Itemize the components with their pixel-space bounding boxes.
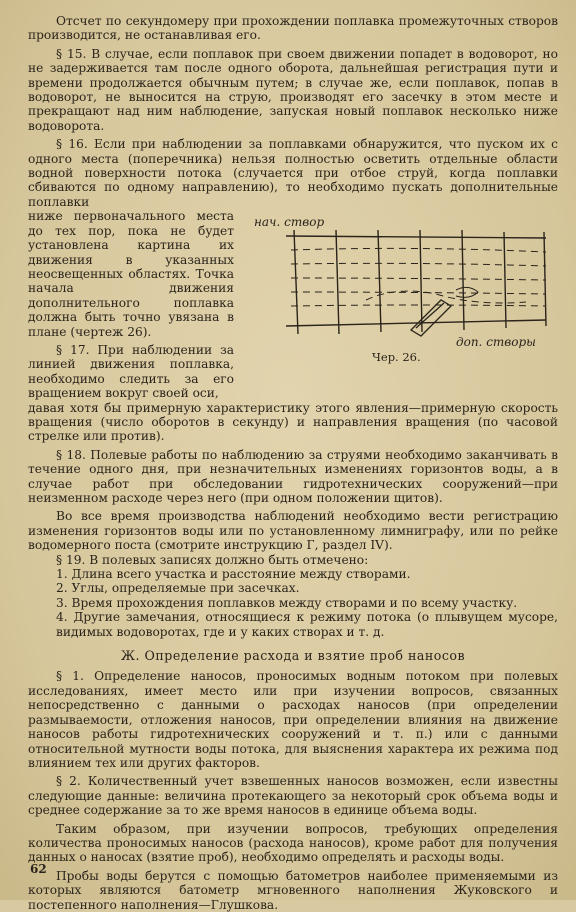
text-block-top [28, 14, 558, 912]
paragraph-15: § 15. В случае, если поплавок при своем движении попадет в водоворот, но не задерживается там после одного оборота, дальнейшая регистрация пути и времени продолжается обычным путем; в случае же, если поплавок, попав в водоворот, не выносится на струю, производят его засечку в этом месте и прекращают над ним наблюдение, запуская новый поплавок несколько ниже водоворота. [28, 46, 558, 133]
paragraph-sediment-3: Таким образом, при изучении вопросов, требующих определения количества проносимых наносов (расхода наносов), кроме работ для получения данных о наносах (взятие проб), необходимо определять и расходы воды. [28, 821, 558, 865]
paragraph-sediment-1: § 1. Определение наносов, проносимых водным потоком при полевых исследованиях, имеет место или при изучении вопросов, связанных непосредственно с данными о расходах наносов (при определении размываемости, отложения наносов, при определении влияния на движение наносов работы гидротехнических сооружений и т. п.) или с данными относительной мутности воды потока, для выяснения характера их режима под влиянием тех или других факторов. [28, 669, 558, 770]
paragraph-16: § 16. Если при наблюдении за поплавками обнаружится, что пуском их с одного места (поперечника) нельзя полностью осветить отдельные области водной поверхности потока (случается при отбое струй, когда поплавки сбиваются по одному направлению), то необходимо пускать дополнительные поплавки [28, 137, 558, 209]
paragraph-17-continued: давая хотя бы примерную характеристику этого явления—примерную скорость вращения (число оборотов в секунду) и направления вращения (по часовой стрелке или против). [28, 400, 558, 444]
section-heading: Ж. Определение расхода и взятие проб наносов [120, 648, 466, 664]
float-paths [291, 248, 546, 306]
start-cross-section [294, 230, 298, 334]
paragraph-intro: Отсчет по секундомеру при прохождении поплавка промежуточных створов производится, не останавливая его. [28, 14, 558, 43]
figure-26 [246, 208, 558, 373]
paragraph-18: § 18. Полевые работы по наблюдению за струями необходимо заканчивать в течение одного дня, при незначительных изменениях горизонтов воды, а в случае работ при обследовании гидротехнических сооружений—при неизменном расходе через него (при одном положении щитов). [28, 447, 558, 505]
figure-26-drawing [246, 208, 558, 348]
label-start-section: нач. створ [254, 215, 325, 229]
list-item: 3. Время прохождения поплавков между створами и по всему участку. [56, 595, 518, 610]
list-item: 1. Длина всего участка и расстояние между створами. [56, 567, 411, 582]
label-additional-sections: доп. створы [456, 335, 536, 348]
figure-caption: Чер. 26. [372, 350, 421, 364]
paragraph-sediment-2: § 2. Количественный учет взвешенных наносов возможен, если известны следующие данные: величина протекающего за некоторый срок объема воды и среднее содержание за то же время наносов в единице объема воды. [28, 774, 558, 818]
paragraph-17: § 17. При наблюдении за линией движения поплавка, необходимо следить за его вращением вокруг своей оси, [28, 342, 234, 401]
river-bank-top [286, 236, 546, 238]
list-item: 4. Другие замечания, относящиеся к режиму потока (о плывущем мусоре, видимых водоворотах, где и у каких створах и т. д. [56, 610, 558, 639]
paragraph-sediment-4: Пробы воды берутся с помощью батометров наиболее применяемыми из которых являются батометр мгновенного наполнения Жуковского и постепенного наполнения—Глушкова. [28, 868, 558, 912]
paragraph-16-continued: ниже первоначального места до тех пор, пока не будет установлена картина их движения в указанных неосвещенных областях. Точка начала движения дополнительного поплавка должна быть точно увязана в плане (чертеж 26). [28, 209, 234, 339]
list-item: 2. Углы, определяемые при засечках. [56, 581, 300, 596]
eddy-mark [456, 287, 478, 297]
paragraph-levels: Во все время производства наблюдений необходимо вести регистрацию изменения горизонтов воды или по установленному лимниграфу, или по рейке водомерного поста (смотрите инструкцию Г, раздел IV). [28, 509, 558, 553]
page-number: 62 [30, 862, 47, 876]
paragraph-19: § 19. В полевых записях должно быть отмечено: [56, 552, 369, 567]
